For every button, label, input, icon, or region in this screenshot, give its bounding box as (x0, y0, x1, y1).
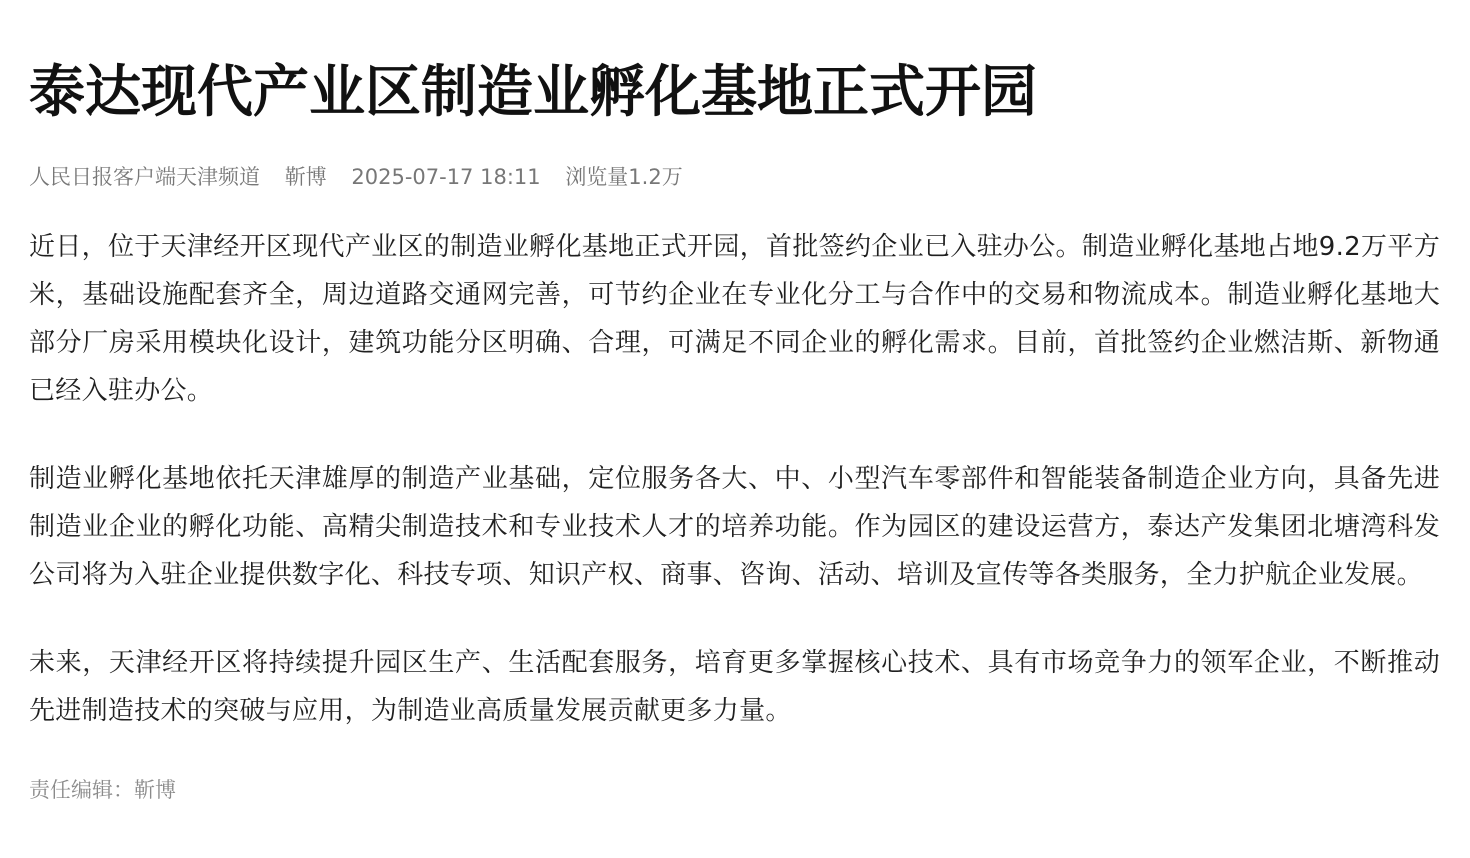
article-body (29, 223, 1440, 735)
article-views: 浏览量1.2万 (565, 165, 683, 189)
article-meta (29, 162, 1440, 192)
article-author: 靳博 (284, 165, 327, 189)
article-paragraph: 制造业孵化基地依托天津雄厚的制造产业基础，定位服务各大、中、小型汽车零部件和智能装备制造企业方向，具备先进制造业企业的孵化功能、高精尖制造技术和专业技术人才的培养功能。作为园区的建设运营方，泰达产发集团北塘湾科发公司将为入驻企业提供数字化、科技专项、知识产权、商事、咨询、活动、培训及宣传等各类服务，全力护航企业发展。 (29, 464, 1440, 590)
article-paragraph: 近日，位于天津经开区现代产业区的制造业孵化基地正式开园，首批签约企业已入驻办公。制造业孵化基地占地9.2万平方米，基础设施配套齐全，周边道路交通网完善，可节约企业在专业化分工与合作中的交易和物流成本。制造业孵化基地大部分厂房采用模块化设计，建筑功能分区明确、合理，可满足不同企业的孵化需求。目前，首批签约企业燃洁斯、新物通已经入驻办公。 (29, 232, 1440, 406)
article-title: 泰达现代产业区制造业孵化基地正式开园 (29, 60, 1037, 125)
article-source[interactable]: 人民日报客户端天津频道 (29, 165, 260, 189)
article-paragraph: 未来，天津经开区将持续提升园区生产、生活配套服务，培育更多掌握核心技术、具有市场竞争力的领军企业，不断推动先进制造技术的突破与应用，为制造业高质量发展贡献更多力量。 (29, 648, 1440, 726)
article-datetime: 2025-07-17 18:11 (351, 165, 541, 189)
responsible-editor: 责任编辑：靳博 (29, 778, 176, 802)
